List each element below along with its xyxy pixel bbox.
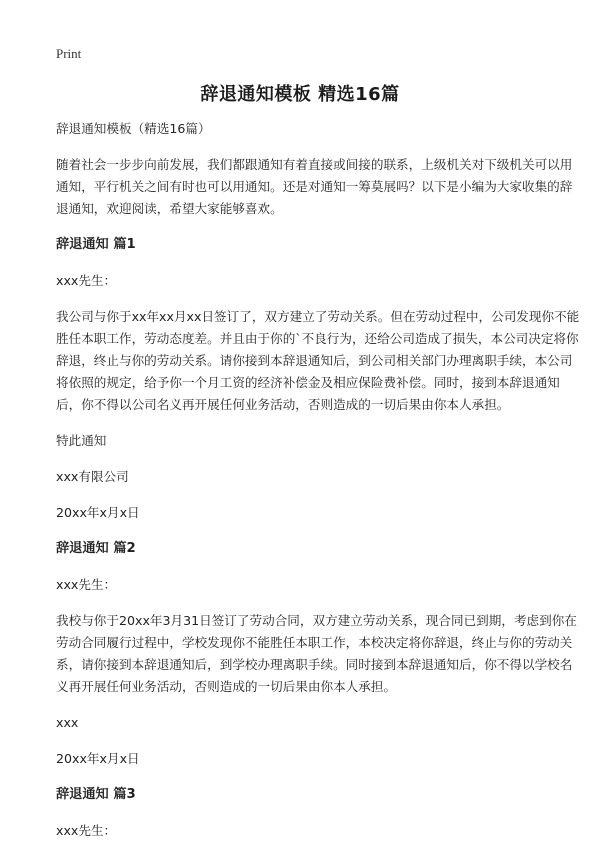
- print-link[interactable]: Print: [56, 46, 82, 61]
- intro-paragraph: 随着社会一步步向前发展，我们都跟通知有着直接或间接的联系，上级机关对下级机关可以用通知，平行机关之间有时也可以用通知。还是对通知一筹莫展吗？以下是小编为大家收集的辞退通知，欢迎阅读，希望大家能够喜欢。: [56, 157, 573, 216]
- body-paragraph: 我公司与你于xx年xx月xx日签订了，双方建立了劳动关系。但在劳动过程中，公司发现你不能胜任本职工作，劳动态度差。并且由于你的`不良行为，还给公司造成了损失，本公司决定将你辞退，终止与你的劳动关系。请你接到本辞退通知后，到公司相关部门办理离职手续，本公司将依照的规定，给予你一个月工资的经济补偿金及相应保险费补偿。同时，接到本辞退通知后，你不得以公司名义再开展任何业务活动，否则造成的一切后果由你本人承担。: [56, 309, 580, 412]
- section-heading: 辞退通知 篇3: [56, 787, 136, 802]
- page-title: 辞退通知模板 精选16篇: [200, 84, 400, 105]
- section-3: [56, 784, 582, 842]
- salutation: xxx先生：: [56, 823, 117, 838]
- section-heading: 辞退通知 篇2: [56, 541, 136, 556]
- closing-text: 特此通知: [56, 433, 107, 448]
- signer: xxx: [56, 715, 79, 730]
- signer: xxx有限公司: [56, 469, 129, 484]
- document-body: [56, 118, 582, 856]
- body-paragraph: 我校与你于20xx年3月31日签订了劳动合同，双方建立劳动关系，现合同已到期，考虑到你在劳动合同履行过程中，学校发现你不能胜任本职工作，本校决定将你辞退，终止与你的劳动关系，请你接到本辞退通知后，到学校办理离职手续。同时接到本辞退通知后，你不得以学校名义再开展任何业务活动，否则造成的一切后果由你本人承担。: [56, 613, 577, 694]
- salutation: xxx先生：: [56, 273, 117, 288]
- section-2: [56, 538, 582, 770]
- section-heading: 辞退通知 篇1: [56, 237, 136, 252]
- date: 20xx年x月x日: [56, 751, 140, 766]
- section-1: [56, 234, 582, 524]
- document-subtitle: 辞退通知模板（精选16篇）: [56, 121, 211, 136]
- salutation: xxx先生：: [56, 577, 117, 592]
- date: 20xx年x月x日: [56, 505, 140, 520]
